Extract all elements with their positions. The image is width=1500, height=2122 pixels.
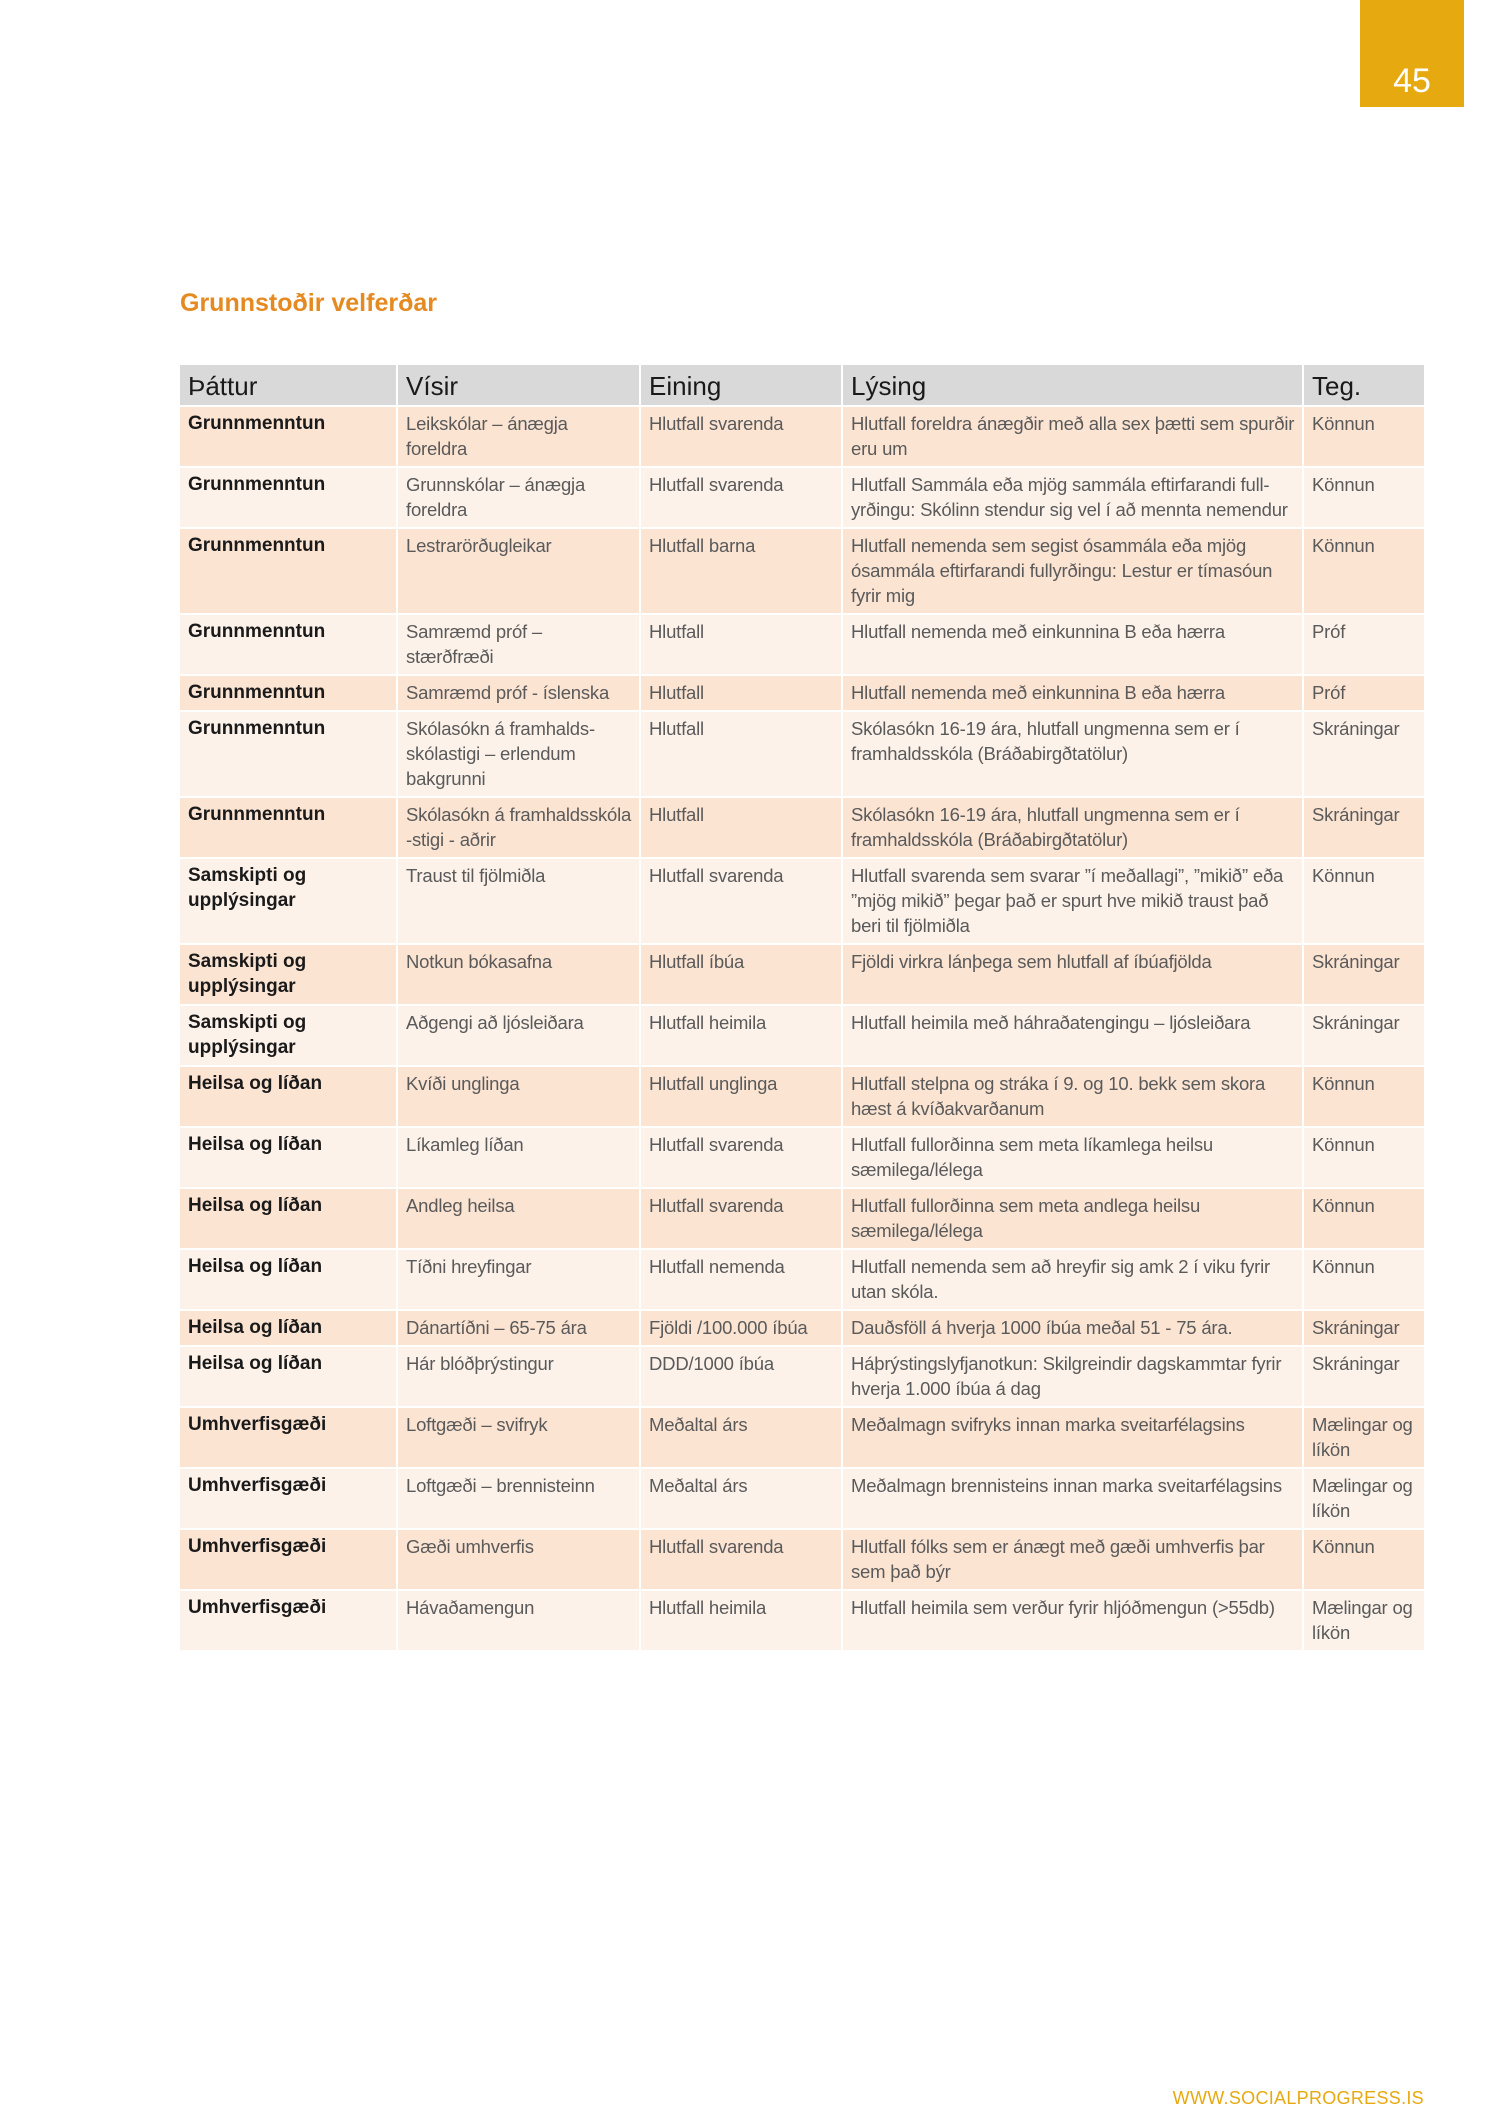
cell-unit: Hlutfall svarenda [640,406,842,467]
cell-indicator: Grunnskólar – ánægja foreldra [397,467,640,528]
header-row [180,365,1424,406]
page-number: 45 [1360,0,1464,107]
table-row [180,467,1424,528]
table-header [180,365,1424,406]
cell-description: Hlutfall Sammála eða mjög sammála eftirfarandi full-yrðingu: Skólinn stendur sig vel í að mennta nemendur [842,467,1303,528]
table-row [180,675,1424,711]
cell-type: Könnun [1303,406,1424,467]
cell-indicator: Traust til fjölmiðla [397,858,640,944]
table-row [180,1249,1424,1310]
header-type: Teg. [1303,365,1424,406]
cell-indicator: Samræmd próf – stærðfræði [397,614,640,675]
cell-factor: Grunnmenntun [180,406,397,467]
cell-factor: Umhverfisgæði [180,1407,397,1468]
cell-indicator: Skólasókn á framhalds-skólastigi – erlendum bakgrunni [397,711,640,797]
cell-indicator: Gæði umhverfis [397,1529,640,1590]
footer-url: WWW.SOCIALPROGRESS.IS [1172,2088,1424,2108]
cell-factor: Samskipti og upplýsingar [180,1005,397,1066]
cell-type: Könnun [1303,858,1424,944]
cell-unit: Hlutfall unglinga [640,1066,842,1127]
cell-factor: Grunnmenntun [180,528,397,614]
cell-indicator: Loftgæði – svifryk [397,1407,640,1468]
cell-type: Skráningar [1303,711,1424,797]
cell-unit: Fjöldi /100.000 íbúa [640,1310,842,1346]
cell-type: Skráningar [1303,944,1424,1005]
table-row [180,614,1424,675]
cell-factor: Grunnmenntun [180,467,397,528]
cell-type: Mælingar og líkön [1303,1590,1424,1650]
cell-type: Könnun [1303,1529,1424,1590]
cell-unit: Hlutfall [640,614,842,675]
cell-type: Próf [1303,614,1424,675]
table-row [180,797,1424,858]
cell-description: Hlutfall nemenda sem segist ósammála eða mjög ósammála eftirfarandi fullyrðingu: Lestur er tímasóun fyrir mig [842,528,1303,614]
cell-factor: Grunnmenntun [180,614,397,675]
cell-indicator: Notkun bókasafna [397,944,640,1005]
cell-factor: Heilsa og líðan [180,1249,397,1310]
cell-indicator: Hávaðamengun [397,1590,640,1650]
cell-indicator: Leikskólar – ánægja foreldra [397,406,640,467]
cell-description: Hlutfall heimila sem verður fyrir hljóðmengun (>55db) [842,1590,1303,1650]
cell-type: Skráningar [1303,1005,1424,1066]
cell-unit: Hlutfall barna [640,528,842,614]
cell-type: Könnun [1303,467,1424,528]
cell-factor: Heilsa og líðan [180,1066,397,1127]
cell-unit: Hlutfall heimila [640,1590,842,1650]
cell-description: Meðalmagn brennisteins innan marka sveitarfélagsins [842,1468,1303,1529]
table-row [180,944,1424,1005]
cell-factor: Grunnmenntun [180,797,397,858]
cell-description: Hlutfall fólks sem er ánægt með gæði umhverfis þar sem það býr [842,1529,1303,1590]
table-row [180,1310,1424,1346]
cell-unit: Hlutfall svarenda [640,467,842,528]
cell-type: Skráningar [1303,1346,1424,1407]
cell-description: Hlutfall nemenda með einkunnina B eða hærra [842,675,1303,711]
cell-type: Mælingar og líkön [1303,1407,1424,1468]
header-factor: Þáttur [180,365,397,406]
table-row [180,1590,1424,1650]
cell-factor: Umhverfisgæði [180,1529,397,1590]
cell-description: Hlutfall fullorðinna sem meta andlega heilsu sæmilega/lélega [842,1188,1303,1249]
cell-factor: Heilsa og líðan [180,1188,397,1249]
table-row [180,1188,1424,1249]
cell-indicator: Aðgengi að ljósleiðara [397,1005,640,1066]
cell-unit: Hlutfall [640,797,842,858]
cell-indicator: Samræmd próf - íslenska [397,675,640,711]
header-description: Lýsing [842,365,1303,406]
section-title: Grunnstoðir velferðar [180,289,437,317]
cell-description: Dauðsföll á hverja 1000 íbúa meðal 51 - 75 ára. [842,1310,1303,1346]
table-row [180,528,1424,614]
cell-description: Hlutfall nemenda með einkunnina B eða hærra [842,614,1303,675]
cell-factor: Umhverfisgæði [180,1590,397,1650]
cell-type: Skráningar [1303,1310,1424,1346]
cell-type: Próf [1303,675,1424,711]
cell-unit: Hlutfall [640,711,842,797]
table-row [180,1066,1424,1127]
cell-unit: Hlutfall svarenda [640,858,842,944]
cell-type: Mælingar og líkön [1303,1468,1424,1529]
cell-unit: Hlutfall svarenda [640,1188,842,1249]
table-row [180,1005,1424,1066]
cell-unit: Meðaltal árs [640,1407,842,1468]
cell-indicator: Líkamleg líðan [397,1127,640,1188]
cell-description: Hlutfall svarenda sem svarar ”í meðallagi”, ”mikið” eða ”mjög mikið” þegar það er spurt hve mikið traust það beri til fjölmiðla [842,858,1303,944]
table-row [180,1529,1424,1590]
table-row [180,1468,1424,1529]
cell-indicator: Lestrarörðugleikar [397,528,640,614]
cell-factor: Heilsa og líðan [180,1127,397,1188]
table-row [180,1127,1424,1188]
table-row [180,1407,1424,1468]
cell-indicator: Hár blóðþrýstingur [397,1346,640,1407]
cell-factor: Heilsa og líðan [180,1346,397,1407]
indicator-table [180,365,1424,1650]
cell-description: Hlutfall stelpna og stráka í 9. og 10. bekk sem skora hæst á kvíðakvarðanum [842,1066,1303,1127]
cell-type: Könnun [1303,1066,1424,1127]
cell-type: Skráningar [1303,797,1424,858]
cell-type: Könnun [1303,1249,1424,1310]
cell-unit: Hlutfall [640,675,842,711]
cell-factor: Heilsa og líðan [180,1310,397,1346]
cell-description: Hlutfall fullorðinna sem meta líkamlega heilsu sæmilega/lélega [842,1127,1303,1188]
cell-indicator: Tíðni hreyfingar [397,1249,640,1310]
cell-indicator: Dánartíðni – 65-75 ára [397,1310,640,1346]
cell-factor: Samskipti og upplýsingar [180,858,397,944]
cell-unit: Hlutfall svarenda [640,1127,842,1188]
table-row [180,406,1424,467]
cell-description: Skólasókn 16-19 ára, hlutfall ungmenna sem er í framhaldsskóla (Bráðabirgðtatölur) [842,711,1303,797]
cell-description: Hlutfall foreldra ánægðir með alla sex þætti sem spurðir eru um [842,406,1303,467]
table-row [180,1346,1424,1407]
cell-factor: Umhverfisgæði [180,1468,397,1529]
cell-type: Könnun [1303,1188,1424,1249]
cell-unit: Hlutfall nemenda [640,1249,842,1310]
cell-description: Hlutfall heimila með háhraðatengingu – ljósleiðara [842,1005,1303,1066]
cell-type: Könnun [1303,1127,1424,1188]
table-row [180,858,1424,944]
cell-factor: Grunnmenntun [180,711,397,797]
cell-type: Könnun [1303,528,1424,614]
cell-description: Háþrýstingslyfjanotkun: Skilgreindir dagskammtar fyrir hverja 1.000 íbúa á dag [842,1346,1303,1407]
cell-indicator: Kvíði unglinga [397,1066,640,1127]
table-body [180,406,1424,1650]
cell-unit: DDD/1000 íbúa [640,1346,842,1407]
cell-unit: Hlutfall svarenda [640,1529,842,1590]
table-row [180,711,1424,797]
cell-factor: Grunnmenntun [180,675,397,711]
cell-unit: Hlutfall íbúa [640,944,842,1005]
cell-indicator: Andleg heilsa [397,1188,640,1249]
cell-description: Skólasókn 16-19 ára, hlutfall ungmenna sem er í framhaldsskóla (Bráðabirgðtatölur) [842,797,1303,858]
cell-description: Hlutfall nemenda sem að hreyfir sig amk 2 í viku fyrir utan skóla. [842,1249,1303,1310]
cell-description: Fjöldi virkra lánþega sem hlutfall af íbúafjölda [842,944,1303,1005]
cell-description: Meðalmagn svifryks innan marka sveitarfélagsins [842,1407,1303,1468]
cell-indicator: Loftgæði – brennisteinn [397,1468,640,1529]
cell-unit: Hlutfall heimila [640,1005,842,1066]
cell-unit: Meðaltal árs [640,1468,842,1529]
cell-indicator: Skólasókn á framhaldsskóla -stigi - aðrir [397,797,640,858]
header-indicator: Vísir [397,365,640,406]
cell-factor: Samskipti og upplýsingar [180,944,397,1005]
header-unit: Eining [640,365,842,406]
